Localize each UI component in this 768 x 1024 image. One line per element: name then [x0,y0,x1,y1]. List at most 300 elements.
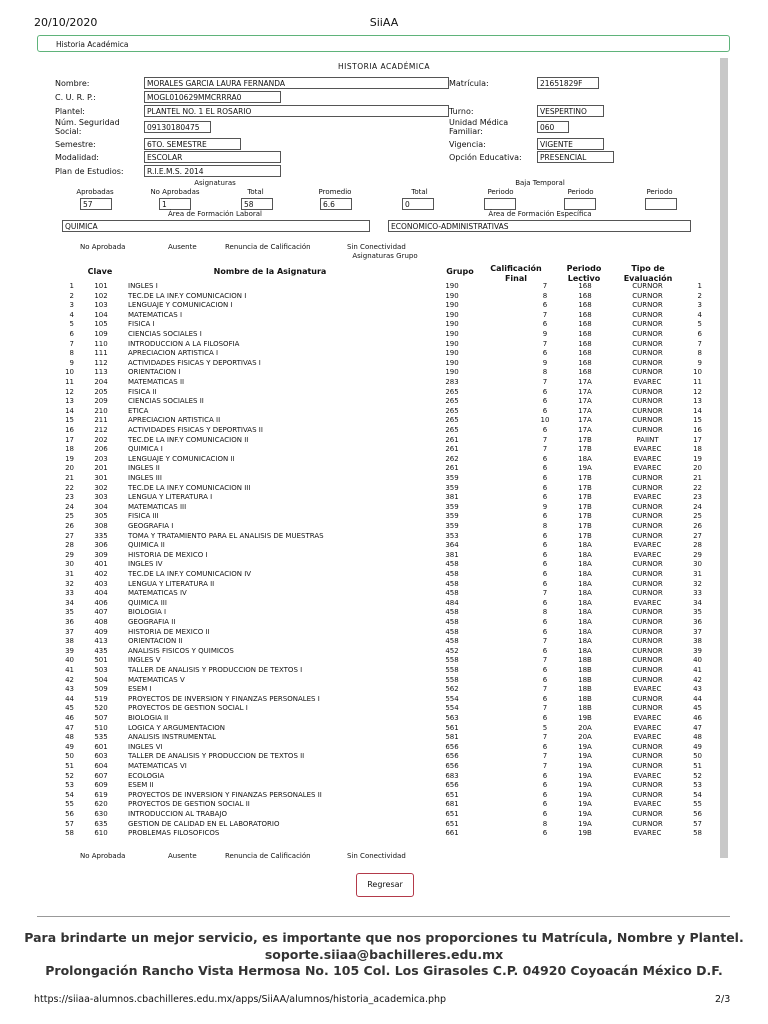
clave-cell: 101 [94,282,108,290]
row-number-cell: 58 [65,829,74,838]
asignatura-cell: QUIMICA II [128,541,165,550]
calificacion-cell: 6 [542,646,548,655]
periodo-field-2 [564,198,596,210]
row-number-cell: 57 [65,819,74,828]
table-row [0,810,768,820]
asignatura-cell: INTRODUCCION A LA FILOSOFIA [128,339,240,348]
area-laboral-field: QUIMICA [62,220,370,232]
periodo-cell: 20A [578,723,592,732]
row-index-cell: 47 [693,723,702,732]
row-number-cell: 49 [65,742,74,751]
row-number-cell: 31 [65,570,74,578]
periodo-cell: 18A [578,618,592,626]
clave-cell: 610 [94,829,108,838]
umf-field: 060 [537,121,569,133]
row-index-cell: 31 [693,570,702,578]
grupo-cell: 359 [445,512,459,521]
table-row [0,637,768,647]
asignatura-cell: ESEM II [128,781,154,790]
asignatura-cell: LENGUA Y LITERATURA II [128,579,215,588]
row-index-cell: 53 [693,781,702,790]
grupo-cell: 558 [445,666,459,674]
plan-field: R.I.E.M.S. 2014 [144,165,281,177]
row-index-cell: 43 [693,685,702,694]
grupo-cell: 381 [445,550,459,559]
plantel-field: PLANTEL NO. 1 EL ROSARIO [144,105,449,117]
grupo-cell: 190 [445,330,459,338]
asignatura-cell: BIOLOGIA I [128,608,167,617]
row-index-cell: 44 [693,694,702,703]
table-row [0,695,768,705]
tipo-evaluacion-cell: CURNOR [632,694,663,703]
calificacion-cell: 7 [542,733,548,742]
periodo-cell: 168 [578,301,592,310]
tipo-evaluacion-cell: EVAREC [633,550,662,559]
periodo-cell: 19A [578,771,592,780]
periodo-cell: 18A [578,646,592,655]
tipo-evaluacion-cell: CURNOR [632,397,663,406]
asignatura-cell: ETICA [128,406,149,415]
calificacion-cell: 6 [542,541,548,550]
grupo-cell: 561 [445,723,459,732]
tipo-evaluacion-cell: CURNOR [632,762,663,770]
table-row [0,685,768,695]
periodo-cell: 168 [578,358,592,367]
row-index-cell: 48 [693,733,702,742]
table-row [0,608,768,618]
tipo-evaluacion-cell: CURNOR [632,368,663,377]
calificacion-cell: 8 [542,522,548,530]
row-number-cell: 21 [65,474,74,482]
table-row [0,484,768,494]
grupo-cell: 262 [445,454,459,463]
table-row [0,455,768,465]
row-index-cell: 34 [693,598,702,607]
row-number-cell: 38 [65,637,74,646]
table-row [0,445,768,455]
clave-cell: 206 [94,445,108,454]
asignatura-cell: MATEMATICAS II [128,378,185,386]
clave-cell: 509 [94,685,108,694]
tipo-evaluacion-cell: EVAREC [633,378,662,386]
row-index-cell: 20 [693,464,702,473]
row-index-cell: 8 [697,349,702,358]
asignatura-cell: ESEM I [128,685,152,694]
tipo-evaluacion-cell: CURNOR [632,330,663,338]
row-number-cell: 8 [69,349,74,358]
periodo-cell: 17B [578,493,592,502]
row-index-cell: 41 [693,666,702,674]
tipo-evaluacion-cell: EVAREC [633,464,662,473]
row-number-cell: 35 [65,608,74,617]
periodo-cell: 18A [578,550,592,559]
grupo-cell: 656 [445,762,459,770]
calificacion-cell: 6 [542,560,548,569]
grupo-cell: 656 [445,752,459,761]
periodo-cell: 17B [578,445,592,454]
promedio-label: Promedio [318,188,352,196]
row-number-cell: 41 [65,666,74,674]
row-number-cell: 14 [65,406,74,415]
footer-line-1: Para brindarte un mejor servicio, es importante que nos proporciones tu Matrícula, Nombre y Plantel. [24,930,744,945]
table-row [0,330,768,340]
row-index-cell: 29 [693,550,702,559]
clave-cell: 104 [94,310,108,319]
tipo-evaluacion-cell: CURNOR [632,426,663,434]
row-number-cell: 29 [65,550,74,559]
row-index-cell: 23 [693,493,702,502]
form-title: HISTORIA ACADÉMICA [338,62,430,71]
periodo-cell: 18A [578,608,592,617]
total-label: Total [247,188,264,196]
periodo-cell: 18A [578,627,592,636]
tipo-evaluacion-cell: EVAREC [633,454,662,463]
tipo-evaluacion-cell: CURNOR [632,406,663,415]
row-index-cell: 32 [693,579,702,588]
table-row [0,704,768,714]
regresar-button[interactable]: Regresar [356,873,414,897]
tipo-evaluacion-cell: CURNOR [632,589,663,598]
periodo-cell: 17B [578,502,592,511]
row-index-cell: 30 [693,560,702,569]
asignatura-cell: APRECIACION ARTISTICA II [128,416,221,425]
asignatura-cell: MATEMATICAS I [128,310,183,319]
row-index-cell: 51 [693,762,702,770]
grupo-cell: 190 [445,291,459,300]
grupo-cell: 683 [445,771,459,780]
calificacion-cell: 7 [542,282,548,290]
row-index-cell: 19 [693,454,702,463]
clave-cell: 435 [94,646,108,655]
periodo-cell: 19A [578,819,592,828]
row-index-cell: 42 [693,675,702,684]
asignatura-cell: PROBLEMAS FILOSOFICOS [128,829,220,838]
row-number-cell: 56 [65,810,74,818]
aprobadas-field: 57 [80,198,112,210]
clave-cell: 203 [94,454,108,463]
clave-cell: 535 [94,733,108,742]
grupo-cell: 458 [445,608,459,617]
grupo-cell: 458 [445,570,459,578]
calificacion-cell: 10 [540,416,550,425]
row-index-cell: 38 [693,637,702,646]
modalidad-label: Modalidad: [55,153,99,162]
row-index-cell: 58 [693,829,702,838]
periodo-cell: 168 [578,310,592,319]
legend-renuncia: Renuncia de Calificación [225,243,311,251]
table-row [0,589,768,599]
footer-email[interactable]: soporte.siiaa@bachilleres.edu.mx [264,947,504,962]
asignatura-cell: PROYECTOS DE GESTION SOCIAL II [128,800,250,809]
clave-cell: 603 [94,752,108,761]
row-number-cell: 54 [65,790,74,799]
row-index-cell: 1 [697,282,702,290]
calificacion-cell: 6 [542,531,548,540]
row-number-cell: 32 [65,579,74,588]
calificacion-cell: 6 [542,598,548,607]
periodo-cell: 18A [578,637,592,646]
calificacion-cell: 6 [542,493,548,502]
aprobadas-label: Aprobadas [76,188,114,196]
row-number-cell: 11 [65,378,74,386]
grupo-cell: 261 [445,445,459,454]
grupo-cell: 458 [445,589,459,598]
tipo-evaluacion-cell: EVAREC [633,493,662,502]
row-index-cell: 55 [693,800,702,809]
table-row [0,570,768,580]
calificacion-cell: 6 [542,550,548,559]
clave-cell: 112 [94,358,108,367]
tipo-evaluacion-cell: CURNOR [632,618,663,626]
legend-ausente: Ausente [168,243,197,251]
grupo-cell: 359 [445,502,459,511]
table-row [0,493,768,503]
table-row [0,474,768,484]
legend-no-aprobada: No Aprobada [80,243,126,251]
umf-label: Unidad Médica Familiar: [449,118,509,136]
modalidad-field: ESCOLAR [144,151,281,163]
calificacion-cell: 8 [542,291,548,300]
row-number-cell: 45 [65,704,74,713]
calificacion-cell: 7 [542,589,548,598]
calificacion-cell: 7 [542,656,548,665]
grupo-cell: 581 [445,733,459,742]
row-index-cell: 18 [693,445,702,454]
periodo-cell: 17B [578,435,592,444]
periodo-cell: 17B [578,522,592,530]
clave-cell: 309 [94,550,108,559]
promedio-field: 6.6 [320,198,352,210]
row-index-cell: 35 [693,608,702,617]
table-row [0,541,768,551]
row-number-cell: 30 [65,560,74,569]
clave-cell: 205 [94,387,108,396]
grupo-cell: 458 [445,560,459,569]
calificacion-cell: 7 [542,637,548,646]
calificacion-cell: 6 [542,810,548,818]
periodo-cell: 18B [578,685,592,694]
calificacion-cell: 6 [542,790,548,799]
calificacion-cell: 6 [542,781,548,790]
row-number-cell: 4 [69,310,74,319]
tipo-evaluacion-cell: CURNOR [632,416,663,425]
periodo-field-3 [645,198,677,210]
grupo-cell: 190 [445,301,459,310]
asignatura-cell: LOGICA Y ARGUMENTACION [128,723,226,732]
grupo-cell: 265 [445,397,459,406]
row-index-cell: 7 [697,339,702,348]
grupo-cell: 190 [445,282,459,290]
table-row [0,676,768,686]
periodo-label-2: Periodo [567,188,594,196]
area-especifica-label: Área de Formación Específica [488,210,592,218]
asignatura-cell: HISTORIA DE MEXICO I [128,550,208,559]
asignatura-cell: PROYECTOS DE INVERSION Y FINANZAS PERSONALES I [128,694,320,703]
row-index-cell: 13 [693,397,702,406]
calificacion-cell: 7 [542,685,548,694]
clave-cell: 305 [94,512,108,521]
tipo-evaluacion-cell: PAIINT [636,435,659,444]
row-number-cell: 22 [65,483,74,492]
calificacion-cell: 6 [542,618,548,626]
row-number-cell: 9 [69,358,74,367]
periodo-cell: 18A [578,454,592,463]
periodo-cell: 19A [578,762,592,770]
table-row [0,503,768,513]
tipo-evaluacion-cell: EVAREC [633,598,662,607]
periodo-cell: 17A [578,387,592,396]
no-aprobadas-label: No Aprobadas [150,188,200,196]
row-number-cell: 28 [65,541,74,550]
table-row [0,301,768,311]
clave-cell: 403 [94,579,108,588]
calificacion-cell: 7 [542,445,548,454]
clave-cell: 504 [94,675,108,684]
asignatura-cell: INGLES III [128,474,162,482]
grupo-cell: 651 [445,790,459,799]
vigencia-field: VIGENTE [537,138,604,150]
periodo-cell: 19B [578,714,592,722]
tipo-evaluacion-cell: CURNOR [632,349,663,358]
row-index-cell: 25 [693,512,702,521]
asignatura-cell: LENGUAJE Y COMUNICACION II [128,454,235,463]
clave-cell: 211 [94,416,108,425]
tipo-evaluacion-cell: CURNOR [632,502,663,511]
clave-cell: 406 [94,598,108,607]
curp-label: C. U. R. P.: [55,93,96,102]
periodo-cell: 168 [578,339,592,348]
row-number-cell: 1 [69,282,74,290]
th-nombre: Nombre de la Asignatura [213,267,327,276]
row-index-cell: 26 [693,522,702,530]
calificacion-cell: 6 [542,675,548,684]
periodo-cell: 18A [578,560,592,569]
calificacion-cell: 5 [542,723,548,732]
grupo-cell: 359 [445,522,459,530]
clave-cell: 620 [94,800,108,809]
opcion-field: PRESENCIAL [537,151,614,163]
clave-cell: 103 [94,301,108,310]
tipo-evaluacion-cell: EVAREC [633,685,662,694]
row-index-cell: 49 [693,742,702,751]
row-index-cell: 21 [693,474,702,482]
table-row [0,580,768,590]
table-row [0,292,768,302]
periodo-cell: 18B [578,666,592,674]
tipo-evaluacion-cell: CURNOR [632,752,663,761]
asignatura-cell: QUIMICA III [128,598,167,607]
periodo-cell: 20A [578,733,592,742]
th-calificacion: Calificación Final [490,264,542,283]
table-row [0,340,768,350]
opcion-label: Opción Educativa: [449,153,522,162]
calificacion-cell: 6 [542,301,548,310]
grupo-cell: 265 [445,387,459,396]
tipo-evaluacion-cell: EVAREC [633,800,662,809]
asignatura-cell: INGLES IV [128,560,163,569]
periodo-cell: 18A [578,598,592,607]
table-row [0,724,768,734]
row-number-cell: 27 [65,531,74,540]
grupo-cell: 265 [445,406,459,415]
periodo-cell: 17A [578,378,592,386]
plantel-label: Plantel: [55,107,85,116]
tipo-evaluacion-cell: CURNOR [632,560,663,569]
row-index-cell: 39 [693,646,702,655]
table-row [0,628,768,638]
grupo-cell: 261 [445,435,459,444]
tipo-evaluacion-cell: CURNOR [632,531,663,540]
clave-cell: 507 [94,714,108,722]
periodo-cell: 19A [578,752,592,761]
periodo-cell: 18A [578,570,592,578]
total-baja-label: Total [411,188,428,196]
periodo-cell: 19A [578,781,592,790]
turno-field: VESPERTINO [537,105,604,117]
row-index-cell: 9 [697,358,702,367]
row-index-cell: 36 [693,618,702,626]
panel-title: Historia Académica [37,35,730,52]
legend-asignaturas-grupo: Asignaturas Grupo [352,252,418,260]
tipo-evaluacion-cell: EVAREC [633,771,662,780]
asignatura-cell: APRECIACION ARTISTICA I [128,349,219,358]
row-index-cell: 4 [697,310,702,319]
clave-cell: 407 [94,608,108,617]
row-number-cell: 25 [65,512,74,521]
row-number-cell: 26 [65,522,74,530]
tipo-evaluacion-cell: EVAREC [633,733,662,742]
periodo-cell: 19B [578,829,592,838]
calificacion-cell: 6 [542,627,548,636]
tipo-evaluacion-cell: CURNOR [632,579,663,588]
calificacion-cell: 6 [542,349,548,358]
row-index-cell: 54 [693,790,702,799]
calificacion-cell: 6 [542,829,548,838]
tipo-evaluacion-cell: EVAREC [633,445,662,454]
table-row [0,426,768,436]
clave-cell: 335 [94,531,108,540]
table-row [0,512,768,522]
table-row [0,647,768,657]
periodo-cell: 19A [578,464,592,473]
clave-cell: 401 [94,560,108,569]
legend-renuncia-bottom: Renuncia de Calificación [225,852,311,860]
tipo-evaluacion-cell: CURNOR [632,512,663,521]
table-row [0,791,768,801]
periodo-cell: 17B [578,531,592,540]
periodo-cell: 18A [578,579,592,588]
calificacion-cell: 9 [542,502,548,511]
grupo-cell: 283 [445,378,459,386]
row-number-cell: 42 [65,675,74,684]
tipo-evaluacion-cell: CURNOR [632,570,663,578]
row-index-cell: 2 [697,291,702,300]
asignatura-cell: TEC.DE LA INF.Y COMUNICACION I [128,291,247,300]
periodo-cell: 17B [578,483,592,492]
calificacion-cell: 6 [542,800,548,809]
print-url: https://siiaa-alumnos.cbachilleres.edu.mx/apps/SiiAA/alumnos/historia_academica.php [34,994,447,1005]
th-grupo: Grupo [446,267,474,276]
clave-cell: 635 [94,819,108,828]
grupo-cell: 554 [445,704,459,713]
periodo-cell: 168 [578,330,592,338]
row-index-cell: 40 [693,656,702,665]
nss-label: Núm. Seguridad Social: [55,118,120,136]
row-index-cell: 28 [693,541,702,550]
asignatura-cell: QUIMICA I [128,445,163,454]
tipo-evaluacion-cell: CURNOR [632,291,663,300]
print-page-title: SiiAA [369,16,399,29]
